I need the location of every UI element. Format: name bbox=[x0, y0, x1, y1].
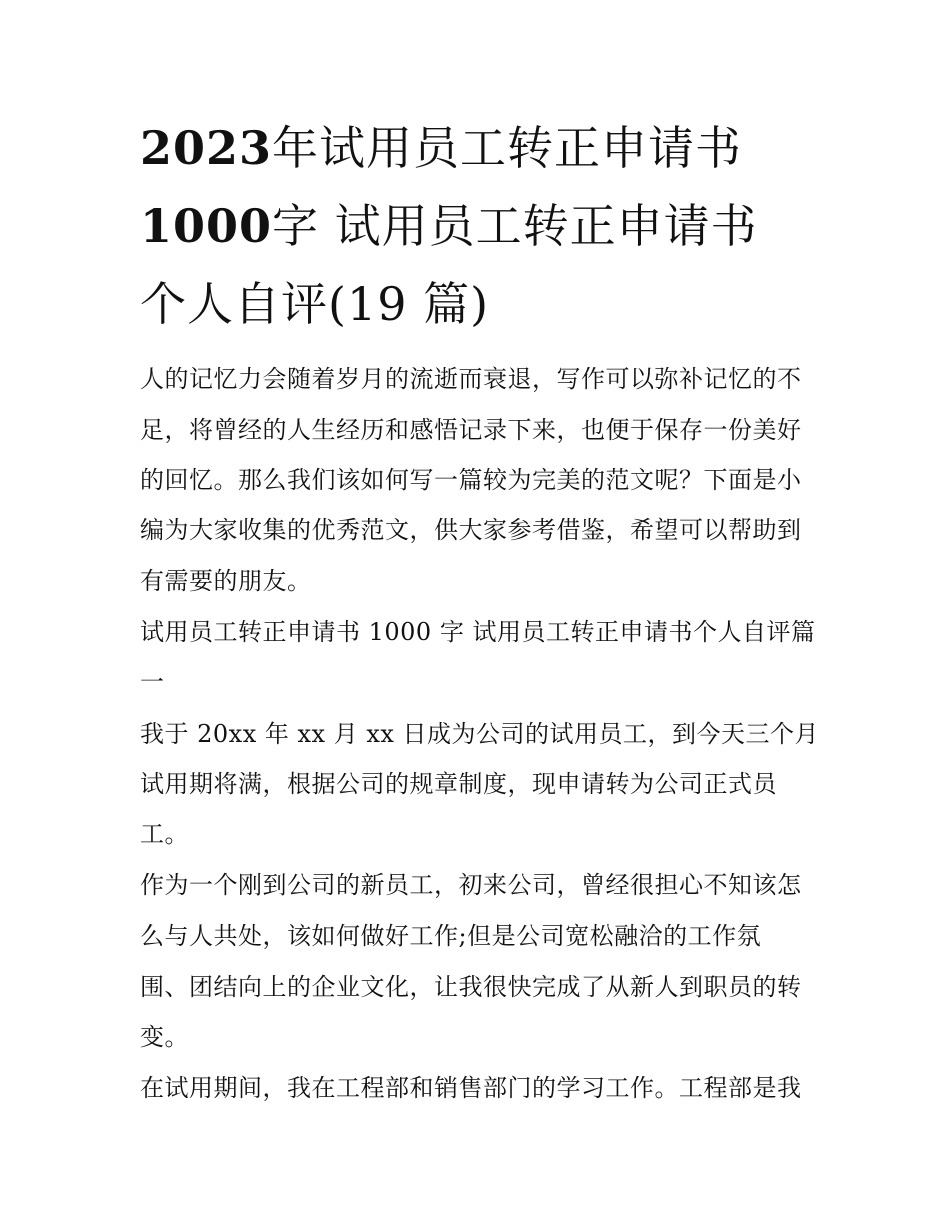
section-heading: 试用员工转正申请书 1000 字 试用员工转正申请书个人自评篇 bbox=[140, 618, 816, 646]
title-count: 1000 bbox=[140, 199, 273, 253]
body-line: 的回忆。那么我们该如何写一篇较为完美的范文呢？下面是小 bbox=[140, 466, 802, 494]
title-line-1 bbox=[140, 118, 742, 178]
body-line: 么与人共处，该如何做好工作;但是公司宽松融洽的工作氛 bbox=[140, 922, 762, 950]
body-line: 围、团结向上的企业文化，让我很快完成了从新人到职员的转 bbox=[140, 973, 802, 1001]
body-line: 作为一个刚到公司的新员工，初来公司，曾经很担心不知该怎 bbox=[140, 871, 802, 899]
body-line: 试用期将满，根据公司的规章制度，现申请转为公司正式员 bbox=[140, 770, 777, 798]
section-heading-cont: 一 bbox=[140, 668, 165, 696]
title-text-2: 字 试用员工转正申请书 bbox=[272, 199, 758, 253]
title-year: 2023 bbox=[140, 121, 273, 175]
body-line: 人的记忆力会随着岁月的流逝而衰退，写作可以弥补记忆的不 bbox=[140, 365, 802, 393]
body-line: 有需要的朋友。 bbox=[140, 567, 312, 595]
body-line: 编为大家收集的优秀范文，供大家参考借鉴，希望可以帮助到 bbox=[140, 516, 802, 544]
title-line-3 bbox=[140, 274, 489, 334]
body-line: 工。 bbox=[140, 820, 189, 848]
title-line-2 bbox=[140, 196, 758, 256]
title-text-3: 个人自评(19 篇) bbox=[140, 277, 490, 331]
title-text-1: 年试用员工转正申请书 bbox=[272, 121, 743, 175]
body-line: 我于 20xx 年 xx 月 xx 日成为公司的试用员工，到今天三个月 bbox=[140, 720, 820, 748]
body-line: 足，将曾经的人生经历和感悟记录下来，也便于保存一份美好 bbox=[140, 416, 802, 444]
body-line: 在试用期间，我在工程部和销售部门的学习工作。工程部是我 bbox=[140, 1074, 802, 1102]
body-line: 变。 bbox=[140, 1023, 189, 1051]
